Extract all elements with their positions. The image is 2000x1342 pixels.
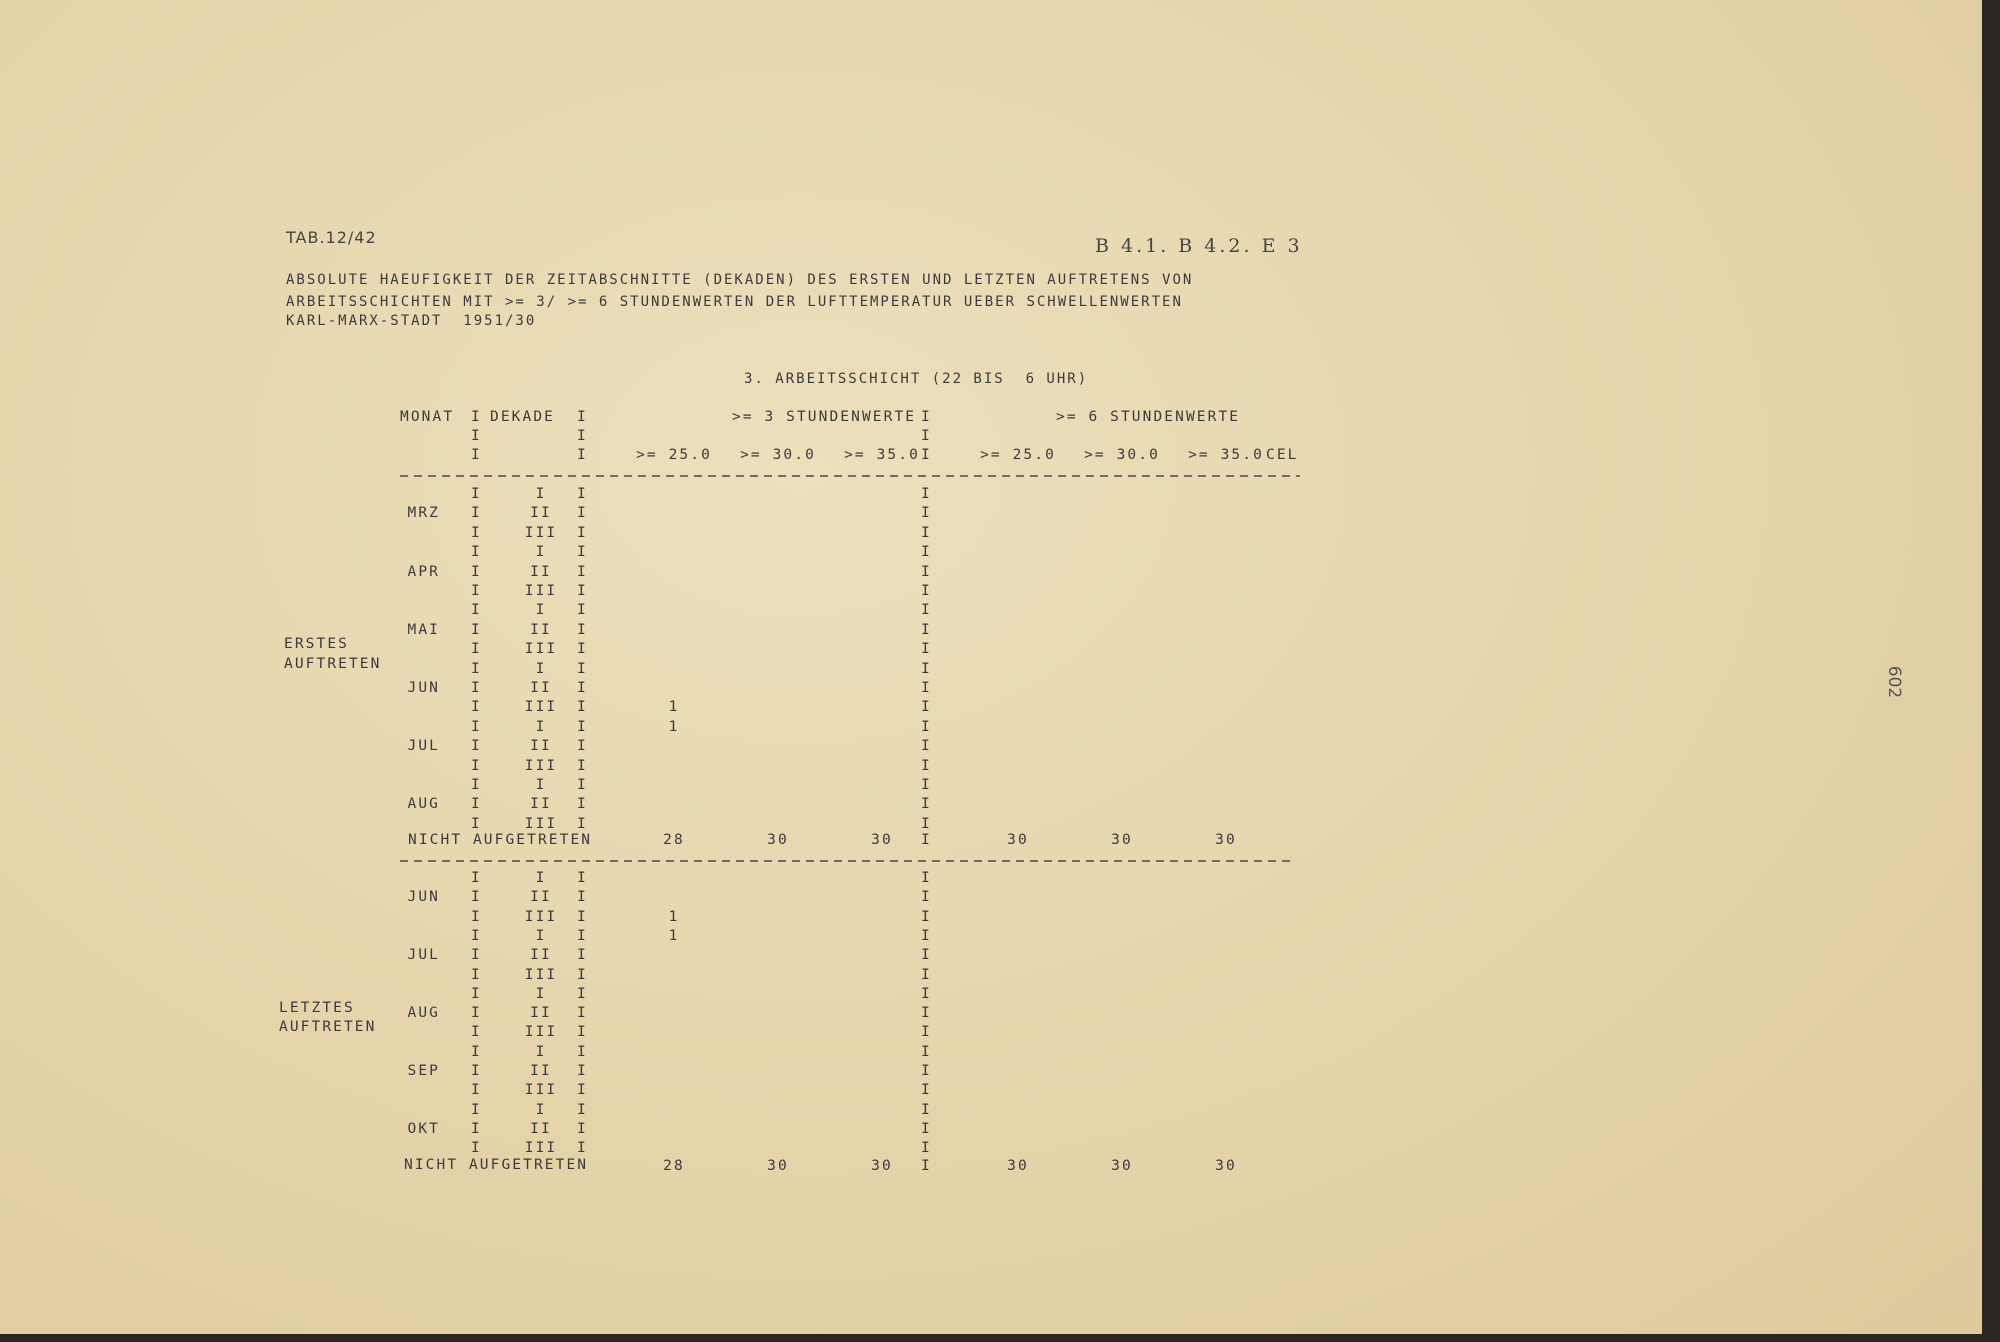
column-separator: I bbox=[471, 1005, 482, 1022]
dekade-label: II bbox=[530, 796, 552, 813]
dekade-label: III bbox=[524, 1082, 558, 1099]
dekade-label: I bbox=[535, 1043, 547, 1060]
nicht-aufgetreten-count: 30 bbox=[1215, 1158, 1237, 1174]
nicht-aufgetreten-label: NICHT AUFGETRETEN bbox=[408, 832, 593, 848]
column-separator: I bbox=[577, 985, 588, 1002]
column-separator: I bbox=[471, 1043, 482, 1060]
nicht-aufgetreten-count: 30 bbox=[767, 832, 789, 848]
column-separator: I bbox=[921, 1140, 932, 1157]
column-separator: I bbox=[921, 544, 932, 561]
column-separator: I bbox=[577, 1043, 588, 1060]
column-separator: I bbox=[471, 947, 482, 964]
column-separator: I bbox=[471, 544, 482, 561]
nicht-aufgetreten-count: 30 bbox=[1111, 1158, 1133, 1174]
column-separator: I bbox=[577, 1082, 588, 1099]
reference-code: B 4.1. B 4.2. E 3 bbox=[1095, 235, 1303, 257]
column-separator: I bbox=[921, 777, 932, 793]
column-separator: I bbox=[921, 621, 932, 638]
column-separator: I bbox=[921, 699, 932, 716]
column-separator: I bbox=[577, 1120, 588, 1137]
dekade-label: III bbox=[524, 1140, 558, 1157]
column-separator: I bbox=[921, 505, 932, 522]
column-separator: I bbox=[471, 815, 482, 832]
dekade-label: III bbox=[524, 699, 558, 716]
column-separator: I bbox=[471, 428, 482, 444]
column-separator: I bbox=[921, 680, 932, 696]
column-separator: I bbox=[471, 757, 482, 774]
column-separator: I bbox=[921, 870, 932, 886]
dekade-label: II bbox=[530, 680, 552, 696]
column-separator: I bbox=[471, 1101, 482, 1118]
month-label: MAI bbox=[407, 621, 440, 638]
column-separator: I bbox=[921, 796, 932, 813]
unit-label: CEL bbox=[1266, 447, 1299, 463]
nicht-aufgetreten-count: 28 bbox=[663, 1158, 685, 1174]
column-separator: I bbox=[471, 718, 482, 735]
column-separator: I bbox=[471, 1082, 482, 1099]
column-separator: I bbox=[577, 738, 588, 755]
month-label: AUG bbox=[407, 796, 440, 813]
column-separator: I bbox=[921, 908, 932, 925]
column-separator: I bbox=[471, 908, 482, 925]
column-separator: I bbox=[577, 563, 588, 580]
dekade-label: II bbox=[530, 1063, 552, 1079]
column-separator: I bbox=[471, 602, 482, 619]
column-separator: I bbox=[471, 641, 482, 658]
column-separator: I bbox=[471, 966, 482, 983]
column-separator: I bbox=[471, 985, 482, 1002]
title-line-3: KARL-MARX-STADT 1951/30 bbox=[286, 313, 537, 329]
column-separator: I bbox=[471, 738, 482, 755]
nicht-aufgetreten-count: 30 bbox=[1215, 832, 1237, 848]
column-separator: I bbox=[471, 447, 482, 463]
nicht-aufgetreten-count: 30 bbox=[1007, 832, 1029, 848]
nicht-aufgetreten-count: 30 bbox=[871, 1158, 893, 1174]
column-separator: I bbox=[471, 486, 482, 502]
page-number: 602 bbox=[1884, 665, 1905, 699]
column-separator: I bbox=[577, 544, 588, 561]
group-header-6h: >= 6 STUNDENWERTE bbox=[1056, 409, 1241, 425]
month-label: JUN bbox=[407, 680, 440, 696]
column-separator: I bbox=[577, 680, 588, 696]
nicht-aufgetreten-count: 28 bbox=[663, 832, 685, 848]
column-separator: I bbox=[921, 1063, 932, 1079]
title-line-2: ARBEITSSCHICHTEN MIT >= 3/ >= 6 STUNDENWERTEN DER LUFTTEMPERATUR UEBER SCHWELLENWERTEN bbox=[286, 294, 1183, 310]
column-separator: I bbox=[921, 1024, 932, 1041]
shift-title: 3. ARBEITSSCHICHT (22 BIS 6 UHR) bbox=[744, 371, 1089, 387]
threshold-header: >= 35.0 bbox=[1188, 447, 1264, 463]
column-separator: I bbox=[471, 583, 482, 599]
column-separator: I bbox=[921, 409, 932, 425]
column-separator: I bbox=[471, 777, 482, 793]
column-separator: I bbox=[577, 1024, 588, 1041]
column-separator: I bbox=[921, 757, 932, 774]
column-separator: I bbox=[577, 796, 588, 813]
dekade-label: II bbox=[530, 738, 552, 755]
nicht-aufgetreten-count: 30 bbox=[871, 832, 893, 848]
dekade-label: I bbox=[535, 985, 547, 1002]
column-separator: I bbox=[921, 524, 932, 541]
column-separator: I bbox=[471, 621, 482, 638]
column-separator: I bbox=[921, 602, 932, 619]
dekade-label: I bbox=[535, 870, 547, 886]
month-label: JUL bbox=[407, 738, 440, 755]
column-separator: I bbox=[577, 757, 588, 774]
column-separator: I bbox=[921, 985, 932, 1002]
nicht-aufgetreten-count: 30 bbox=[1111, 832, 1133, 848]
dekade-label: II bbox=[530, 947, 552, 964]
threshold-header: >= 35.0 bbox=[844, 447, 920, 463]
dekade-label: III bbox=[524, 1024, 558, 1041]
column-separator: I bbox=[921, 832, 932, 848]
month-label: JUL bbox=[407, 947, 440, 964]
dekade-label: II bbox=[530, 889, 552, 906]
column-separator: I bbox=[577, 621, 588, 638]
column-separator: I bbox=[471, 699, 482, 716]
column-separator: I bbox=[577, 409, 588, 425]
column-separator: I bbox=[577, 583, 588, 599]
column-separator: I bbox=[921, 1043, 932, 1060]
column-separator: I bbox=[577, 947, 588, 964]
column-separator: I bbox=[471, 409, 482, 425]
column-separator: I bbox=[577, 1063, 588, 1079]
letztes-count: 1 bbox=[668, 927, 680, 944]
column-separator: I bbox=[921, 966, 932, 983]
column-separator: I bbox=[577, 699, 588, 716]
column-separator: I bbox=[921, 1158, 932, 1174]
title-line-1: ABSOLUTE HAEUFIGKEIT DER ZEITABSCHNITTE (DEKADEN) DES ERSTEN UND LETZTEN AUFTRETENS VON bbox=[286, 272, 1194, 288]
threshold-header: >= 25.0 bbox=[636, 447, 712, 463]
dekade-label: I bbox=[535, 544, 547, 561]
column-separator: I bbox=[921, 447, 932, 463]
column-separator: I bbox=[577, 486, 588, 502]
dekade-label: III bbox=[524, 641, 558, 658]
dekade-label: I bbox=[535, 718, 547, 735]
column-separator: I bbox=[921, 641, 932, 658]
threshold-header: >= 30.0 bbox=[1084, 447, 1160, 463]
column-separator: I bbox=[577, 505, 588, 522]
column-separator: I bbox=[577, 1101, 588, 1118]
column-separator: I bbox=[471, 680, 482, 696]
dekade-label: III bbox=[524, 966, 558, 983]
month-label: OKT bbox=[407, 1120, 440, 1137]
column-separator: I bbox=[577, 641, 588, 658]
column-separator: I bbox=[577, 602, 588, 619]
column-separator: I bbox=[921, 1082, 932, 1099]
nicht-aufgetreten-count: 30 bbox=[1007, 1158, 1029, 1174]
threshold-header: >= 25.0 bbox=[980, 447, 1056, 463]
month-label: APR bbox=[407, 563, 440, 580]
column-separator: I bbox=[577, 908, 588, 925]
column-separator: I bbox=[577, 927, 588, 944]
erstes-count: 1 bbox=[668, 699, 680, 716]
section-label-erstes-2: AUFTRETEN bbox=[284, 656, 382, 672]
column-separator: I bbox=[921, 889, 932, 906]
column-separator: I bbox=[471, 660, 482, 677]
column-separator: I bbox=[577, 1005, 588, 1022]
col-header-monat: MONAT bbox=[400, 409, 455, 425]
month-label: AUG bbox=[407, 1005, 440, 1022]
nicht-aufgetreten-count: 30 bbox=[767, 1158, 789, 1174]
column-separator: I bbox=[471, 1140, 482, 1157]
column-separator: I bbox=[471, 563, 482, 580]
dekade-label: II bbox=[530, 621, 552, 638]
dekade-label: I bbox=[535, 602, 547, 619]
column-separator: I bbox=[577, 718, 588, 735]
column-separator: I bbox=[471, 1120, 482, 1137]
column-separator: I bbox=[577, 966, 588, 983]
dekade-label: I bbox=[535, 660, 547, 677]
column-separator: I bbox=[921, 927, 932, 944]
month-label: JUN bbox=[407, 889, 440, 906]
section-label-letztes: LETZTES bbox=[279, 1000, 355, 1016]
erstes-count: 1 bbox=[668, 718, 680, 735]
dekade-label: II bbox=[530, 1005, 552, 1022]
dekade-label: III bbox=[524, 757, 558, 774]
month-label: MRZ bbox=[407, 505, 440, 522]
dekade-label: III bbox=[524, 583, 558, 599]
section-label-erstes: ERSTES bbox=[284, 636, 349, 652]
column-separator: I bbox=[471, 889, 482, 906]
column-separator: I bbox=[921, 815, 932, 832]
group-header-3h: >= 3 STUNDENWERTE bbox=[732, 409, 917, 425]
table-number: TAB.12/42 bbox=[286, 228, 377, 247]
column-separator: I bbox=[471, 1063, 482, 1079]
column-separator: I bbox=[577, 889, 588, 906]
dekade-label: II bbox=[530, 505, 552, 522]
dekade-label: I bbox=[535, 1101, 547, 1118]
column-separator: I bbox=[921, 428, 932, 444]
column-separator: I bbox=[471, 796, 482, 813]
column-separator: I bbox=[577, 447, 588, 463]
column-separator: I bbox=[471, 927, 482, 944]
column-separator: I bbox=[921, 486, 932, 502]
column-separator: I bbox=[471, 505, 482, 522]
column-separator: I bbox=[577, 428, 588, 444]
column-separator: I bbox=[577, 777, 588, 793]
dekade-label: III bbox=[524, 908, 558, 925]
letztes-count: 1 bbox=[668, 908, 680, 925]
column-separator: I bbox=[921, 660, 932, 677]
column-separator: I bbox=[577, 524, 588, 541]
dekade-label: I bbox=[535, 486, 547, 502]
col-header-dekade: DEKADE bbox=[490, 409, 555, 425]
dekade-label: III bbox=[524, 815, 558, 832]
column-separator: I bbox=[921, 738, 932, 755]
dekade-label: I bbox=[535, 777, 547, 793]
month-label: SEP bbox=[407, 1063, 440, 1079]
column-separator: I bbox=[577, 815, 588, 832]
column-separator: I bbox=[577, 870, 588, 886]
column-separator: I bbox=[577, 1140, 588, 1157]
dekade-label: II bbox=[530, 1120, 552, 1137]
threshold-header: >= 30.0 bbox=[740, 447, 816, 463]
column-separator: I bbox=[471, 1024, 482, 1041]
nicht-aufgetreten-label: NICHT AUFGETRETEN bbox=[404, 1157, 589, 1173]
column-separator: I bbox=[921, 1005, 932, 1022]
column-separator: I bbox=[577, 660, 588, 677]
column-separator: I bbox=[921, 947, 932, 964]
column-separator: I bbox=[921, 1120, 932, 1137]
column-separator: I bbox=[921, 563, 932, 580]
column-separator: I bbox=[921, 718, 932, 735]
section-label-letztes-2: AUFTRETEN bbox=[279, 1019, 377, 1035]
column-separator: I bbox=[921, 1101, 932, 1118]
column-separator: I bbox=[921, 583, 932, 599]
dekade-label: III bbox=[524, 524, 558, 541]
dekade-label: II bbox=[530, 563, 552, 580]
dekade-label: I bbox=[535, 927, 547, 944]
column-separator: I bbox=[471, 870, 482, 886]
column-separator: I bbox=[471, 524, 482, 541]
